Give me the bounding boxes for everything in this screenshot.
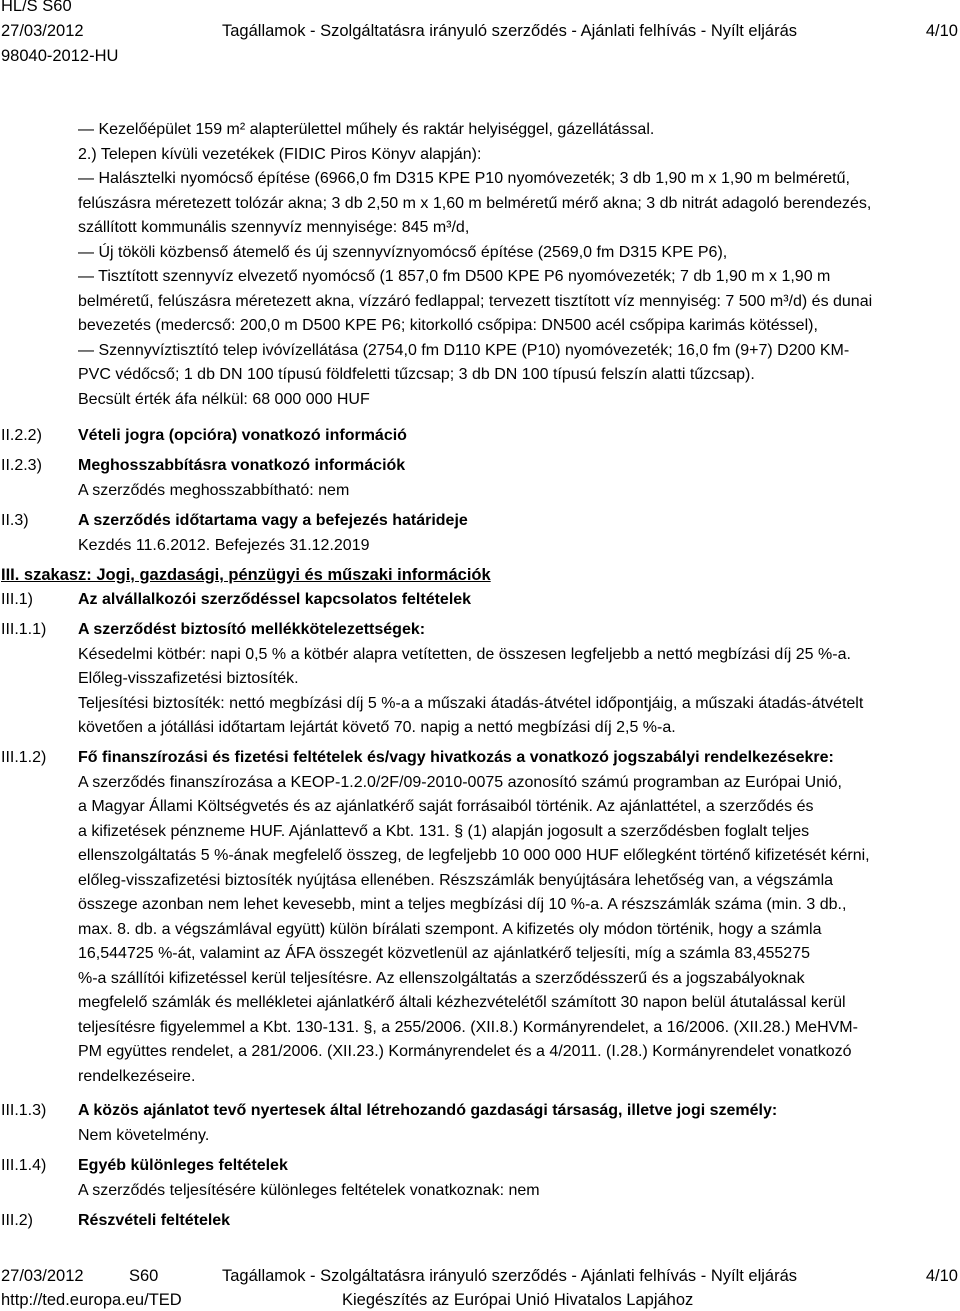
section-heading-contract-conditions: Az alvállalkozói szerződéssel kapcsolatos feltételek [78, 591, 472, 608]
header-doc-code: HL/S S60 [1, 0, 72, 15]
text-line: PVC védőcső; 1 db DN 100 típusú földfeletti tűzcsap; 3 db DN 100 típusú felszín alatti tűzcsap). [78, 366, 755, 383]
text-line: — Tisztított szennyvíz elvezető nyomócső (1 857,0 fm D500 KPE P6 nyomóvezeték; 7 db 1,90 m x 1,90 m [78, 268, 831, 285]
section-heading-financing: Fő finanszírozási és fizetési feltételek és/vagy hivatkozás a vonatkozó jogszabályi rendelkezésekre: [78, 749, 834, 766]
header-reference: 98040-2012-HU [1, 47, 119, 65]
text-line: max. 8. db. a végszámlával együtt) külön bírálati szempont. A kifizetés oly módon történik, hogy a számla [78, 920, 822, 938]
text-line: szállított kommunális szennyvíz mennyisége: 845 m³/d, [78, 219, 470, 236]
text-line: Késedelmi kötbér: napi 0,5 % a kötbér alapra vetítetten, de összesen legfeljebb a nettó megbízási díj 25 %-a. [78, 645, 851, 663]
text-line: előleg-visszafizetési biztosíték nyújtása ellenében. Részszámlák benyújtására lehetőség van, a végszámla [78, 871, 834, 889]
section-number: III.1.4) [1, 1157, 47, 1174]
section-heading-participation: Részvételi feltételek [78, 1212, 231, 1229]
text-line: rendelkezéseire. [78, 1067, 196, 1085]
footer-ted-link[interactable]: http://ted.europa.eu/TED [1, 1291, 182, 1309]
text-line: Előleg-visszafizetési biztosíték. [78, 670, 299, 687]
section-number: II.3) [1, 512, 29, 529]
section-number: III.1) [1, 591, 34, 608]
section-number: III.1.2) [1, 749, 47, 766]
section-heading-duration: A szerződés időtartama vagy a befejezés határideje [78, 512, 468, 529]
text-line: Teljesítési biztosíték: nettó megbízási díj 5 %-a a műszaki átadás-átvétel időpontjáig, a műszaki átadás-átvételt [78, 694, 864, 712]
section-text: Kezdés 11.6.2012. Befejezés 31.12.2019 [78, 536, 370, 554]
text-line: a kifizetések pénzneme HUF. Ajánlattevő a Kbt. 131. § (1) alapján jogosult a szerződésben foglalt teljes [78, 822, 810, 840]
text-line: — Szennyvíztisztító telep ivóvízellátása (2754,0 fm D110 KPE (P10) nyomóvezeték; 16,0 fm (9+7) D200 KM- [78, 341, 850, 359]
part-heading-legal-economic: III. szakasz: Jogi, gazdasági, pénzügyi és műszaki információk [1, 566, 491, 584]
section-legal-form [78, 1099, 958, 1148]
text-line: — Halásztelki nyomócső építése (6966,0 fm D315 KPE P10 nyomóvezeték; 3 db 1,90 m x 1,90 m belméretű, [78, 170, 850, 187]
section-heading-special-conditions: Egyéb különleges feltételek [78, 1157, 288, 1174]
header-date: 27/03/2012 [1, 22, 84, 40]
section-heading-legal-form: A közös ajánlatot tevő nyertesek által létrehozandó gazdasági társaság, illetve jogi személy: [78, 1102, 778, 1119]
section-text: A szerződés teljesítésére különleges feltételek vonatkoznak: nem [78, 1181, 540, 1199]
section-number: III.1.1) [1, 621, 47, 638]
footer-date: 27/03/2012 [1, 1267, 84, 1285]
section-heading-deposits: A szerződést biztosító mellékkötelezettségek: [78, 621, 426, 638]
text-line: megfelelő számlák és mellékletei ajánlatkérő általi kézhezvételétől számított 30 napon belül átutalással kerül [78, 994, 846, 1011]
text-line: felúszásra méretezett tolózár akna; 3 db 2,50 m x 1,60 m belméretű mérő akna; 3 db nitrát adagoló berendezés, [78, 194, 872, 212]
section-number: III.2) [1, 1212, 34, 1229]
footer-code: S60 [129, 1267, 159, 1285]
text-line: PM együttes rendelet, a 281/2006. (XII.23.) Kormányrendelet és a 4/2011. (I.28.) Kormányrendelet vonatkozó [78, 1043, 852, 1060]
section-duration [78, 509, 958, 558]
text-line: — Kezelőépület 159 m² alapterülettel műhely és raktár helyiséggel, gázellátással. [78, 121, 655, 138]
text-line: ellenszolgáltatás 5 %-ának megfelelő összeg, de legfeljebb 10 000 000 HUF előlegként történő kifizetését kérni, [78, 847, 870, 864]
header-page-number: 4/10 [925, 22, 958, 40]
estimated-value: Becsült érték áfa nélkül: 68 000 000 HUF [78, 390, 370, 408]
section-text: Nem követelmény. [78, 1126, 210, 1144]
section-heading-renewal: Meghosszabbításra vonatkozó információk [78, 457, 406, 474]
text-line: összege azonban nem lehet kevesebb, mint a teljes megbízási díj 10 %-a. A részszámlák száma (min. 3 db., [78, 896, 847, 913]
section-special-conditions [78, 1154, 958, 1203]
footer-page-number: 4/10 [925, 1267, 958, 1285]
text-line: a Magyar Állami Költségvetés és az ajánlatkérő saját forrásaiból történik. Az ajánlattétel, a szerződés és [78, 798, 814, 815]
text-line: A szerződés finanszírozása a KEOP-1.2.0/2F/09-2010-0075 azonosító számú programban az Európai Unió, [78, 773, 842, 791]
text-line: 2.) Telepen kívüli vezetékek (FIDIC Piros Könyv alapján): [78, 145, 482, 163]
project-description-block [78, 118, 958, 412]
header-title: Tagállamok - Szolgáltatásra irányuló szerződés - Ajánlati felhívás - Nyílt eljárás [222, 22, 798, 40]
section-heading-option: Vételi jogra (opcióra) vonatkozó információ [78, 427, 407, 444]
footer-title: Tagállamok - Szolgáltatásra irányuló szerződés - Ajánlati felhívás - Nyílt eljárás [222, 1267, 798, 1285]
text-line: — Új tököli közbenső átemelő és új szennyvíznyomócső építése (2569,0 fm D315 KPE P6), [78, 243, 728, 261]
section-deposits-guarantees [78, 618, 958, 741]
footer-publisher: Kiegészítés az Európai Unió Hivatalos Lapjához [342, 1291, 694, 1309]
section-financing-payment [78, 746, 958, 1089]
text-line: bevezetés (medercső: 200,0 m D500 KPE P6; kitorkolló csőpipa: DN500 acél csőpipa karimás kötéssel), [78, 317, 818, 334]
text-line: teljesítésre figyelemmel a Kbt. 130-131. §, a 255/2006. (XII.8.) Kormányrendelet, a 16/2006. (XII.28.) MeHVM- [78, 1018, 858, 1036]
text-line: %-a szállítói kifizetéssel kerül teljesítésre. Az ellenszolgáltatás a szerződésszerű és a jogszabályoknak [78, 969, 805, 987]
section-number: III.1.3) [1, 1102, 47, 1119]
section-text: A szerződés meghosszabbítható: nem [78, 481, 350, 499]
section-number: II.2.2) [1, 427, 42, 444]
text-line: követően a jótállási időtartam lejártát követő 70. napig a nettó megbízási díj 2,5 %-a. [78, 719, 676, 736]
section-renewal [78, 454, 958, 503]
text-line: belméretű, felúszásra méretezett akna, vízzáró fedlappal; tervezett tisztított víz mennyiség: 7 500 m³/d) és dunai [78, 292, 873, 310]
section-number: II.2.3) [1, 457, 42, 474]
text-line: 16,544725 %-át, valamint az ÁFA összegét közvetlenül az ajánlatkérő teljesíti, míg a számla 83,455275 [78, 945, 810, 962]
